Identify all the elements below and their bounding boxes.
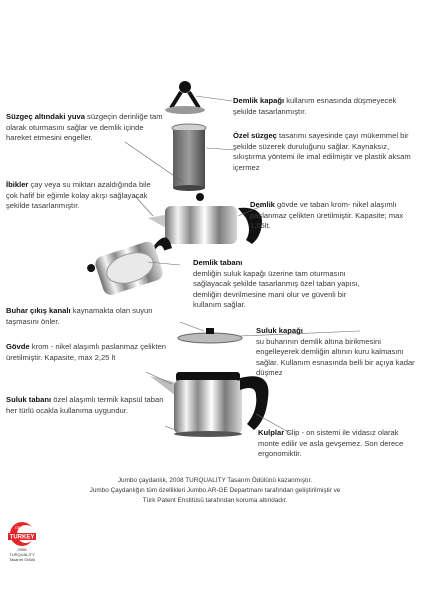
logo-caption: Tasarım Ödülü [8,557,36,562]
strainer-seat-text: süzgeçin derinliğe tam olarak oturmasını sağlar ve demlik içinde hareket etmesini engeller. [6,112,163,143]
body-description [6,342,171,363]
teapot-base-text: demliğin suluk kapağı üzerine tam oturmasını sağlayacak şekilde tasarlanmış özel taban yapısı, demliğin devrilmesine mani olur ve güvenli bir kullanım sağlar. [193,268,360,310]
water-lid-part [178,328,242,343]
footer-line-3: Türk Patent Enstitüsü tarafından koruma altındadır. [142,497,288,504]
teapot-lid-part [165,81,205,114]
spout-text: çay veya su miktarı azaldığında bile çok hafif bir eğimle kolay akışı sağlayacak şekilde tasarlanmıştır. [6,180,151,211]
tilted-teapot-part [85,235,180,300]
strainer-seat-description [6,112,166,144]
spout-description [6,180,151,212]
design-turkey-logo [2,520,42,571]
handles-title: Kulplar [258,428,285,437]
kettle-base-text: özel alaşımlı termik kapsül taban her türlü ocakla kullanıma uygundur. [6,395,164,415]
teapot-title: Demlik [250,200,275,209]
water-lid-text: su buharının demlik altına birikmesini engelleyerek demliğin altının kuru kalmasını sağlar. Kullanım esnasında belli bir açıya kadar düşmez [256,336,415,378]
teapot-base-description [193,258,373,311]
kettle-base-description [6,395,171,416]
strainer-description [233,131,418,173]
water-lid-title: Suluk kapağı [256,326,303,335]
teapot-base-title: Demlik tabanı [193,258,243,267]
footer-line-2: Jumbo Çaydanlığın tüm özellikleri Jumbo AR-GE Departmanı tarafından geliştirilmiştir ve [89,487,341,494]
strainer-text: tasarımı sayesinde çayı mükemmel bir şekilde süzerek duruluğunu sağlar. Kaynaksız, sıkıştırma yöntemi ile imal edilmiştir ve plastik aksam içermez [233,131,411,172]
handles-description [258,428,418,460]
logo-word: TURKEY [9,534,35,541]
footer-notes [60,476,370,506]
logo-brand: TURQUALITY [9,552,35,557]
strainer-title: Özel süzgeç [233,131,277,140]
steam-title: Buhar çıkış kanalı [6,306,71,315]
lid-title: Demlik kapağı [233,96,285,105]
spout-title: İbikler [6,180,29,189]
steam-description [6,306,176,327]
logo-top-text: DESIGN [15,526,29,530]
teapot-description [250,200,415,232]
body-text: krom - nikel alaşımlı paslanmaz çelikten üretilmiştir. Kapasite, max 2,25 lt [6,342,166,362]
water-lid-description [256,326,421,379]
upper-teapot-part [148,193,262,244]
kettle-base-title: Suluk tabanı [6,395,52,404]
handles-text: Clip - on sistemi ile vidasız olarak monte edilir ve asla gevşemez. Son derece ergonomiktir. [258,428,404,459]
body-title: Gövde [6,342,30,351]
strainer-part [172,124,206,191]
footer-line-1: Jumbo çaydanlık, 2008 TURQUALITY Tasarım Ödülünü kazanmıştır. [117,477,313,484]
lid-text: kullanım esnasında düşmeyecek şekilde tasarlanmıştır. [233,96,397,116]
logo-year: 2008 [17,547,27,552]
strainer-seat-title: Süzgeç altındaki yuva [6,112,85,121]
steam-text: kaynamakta olan suyun taşmasını önler. [6,306,153,326]
teapot-text: gövde ve taban krom- nikel alaşımlı paslanmaz çelikten üretilmiştir. Kapasite; max 1,05lt. [250,200,404,231]
lid-description [233,96,413,117]
turkey-logo-icon [2,520,42,566]
